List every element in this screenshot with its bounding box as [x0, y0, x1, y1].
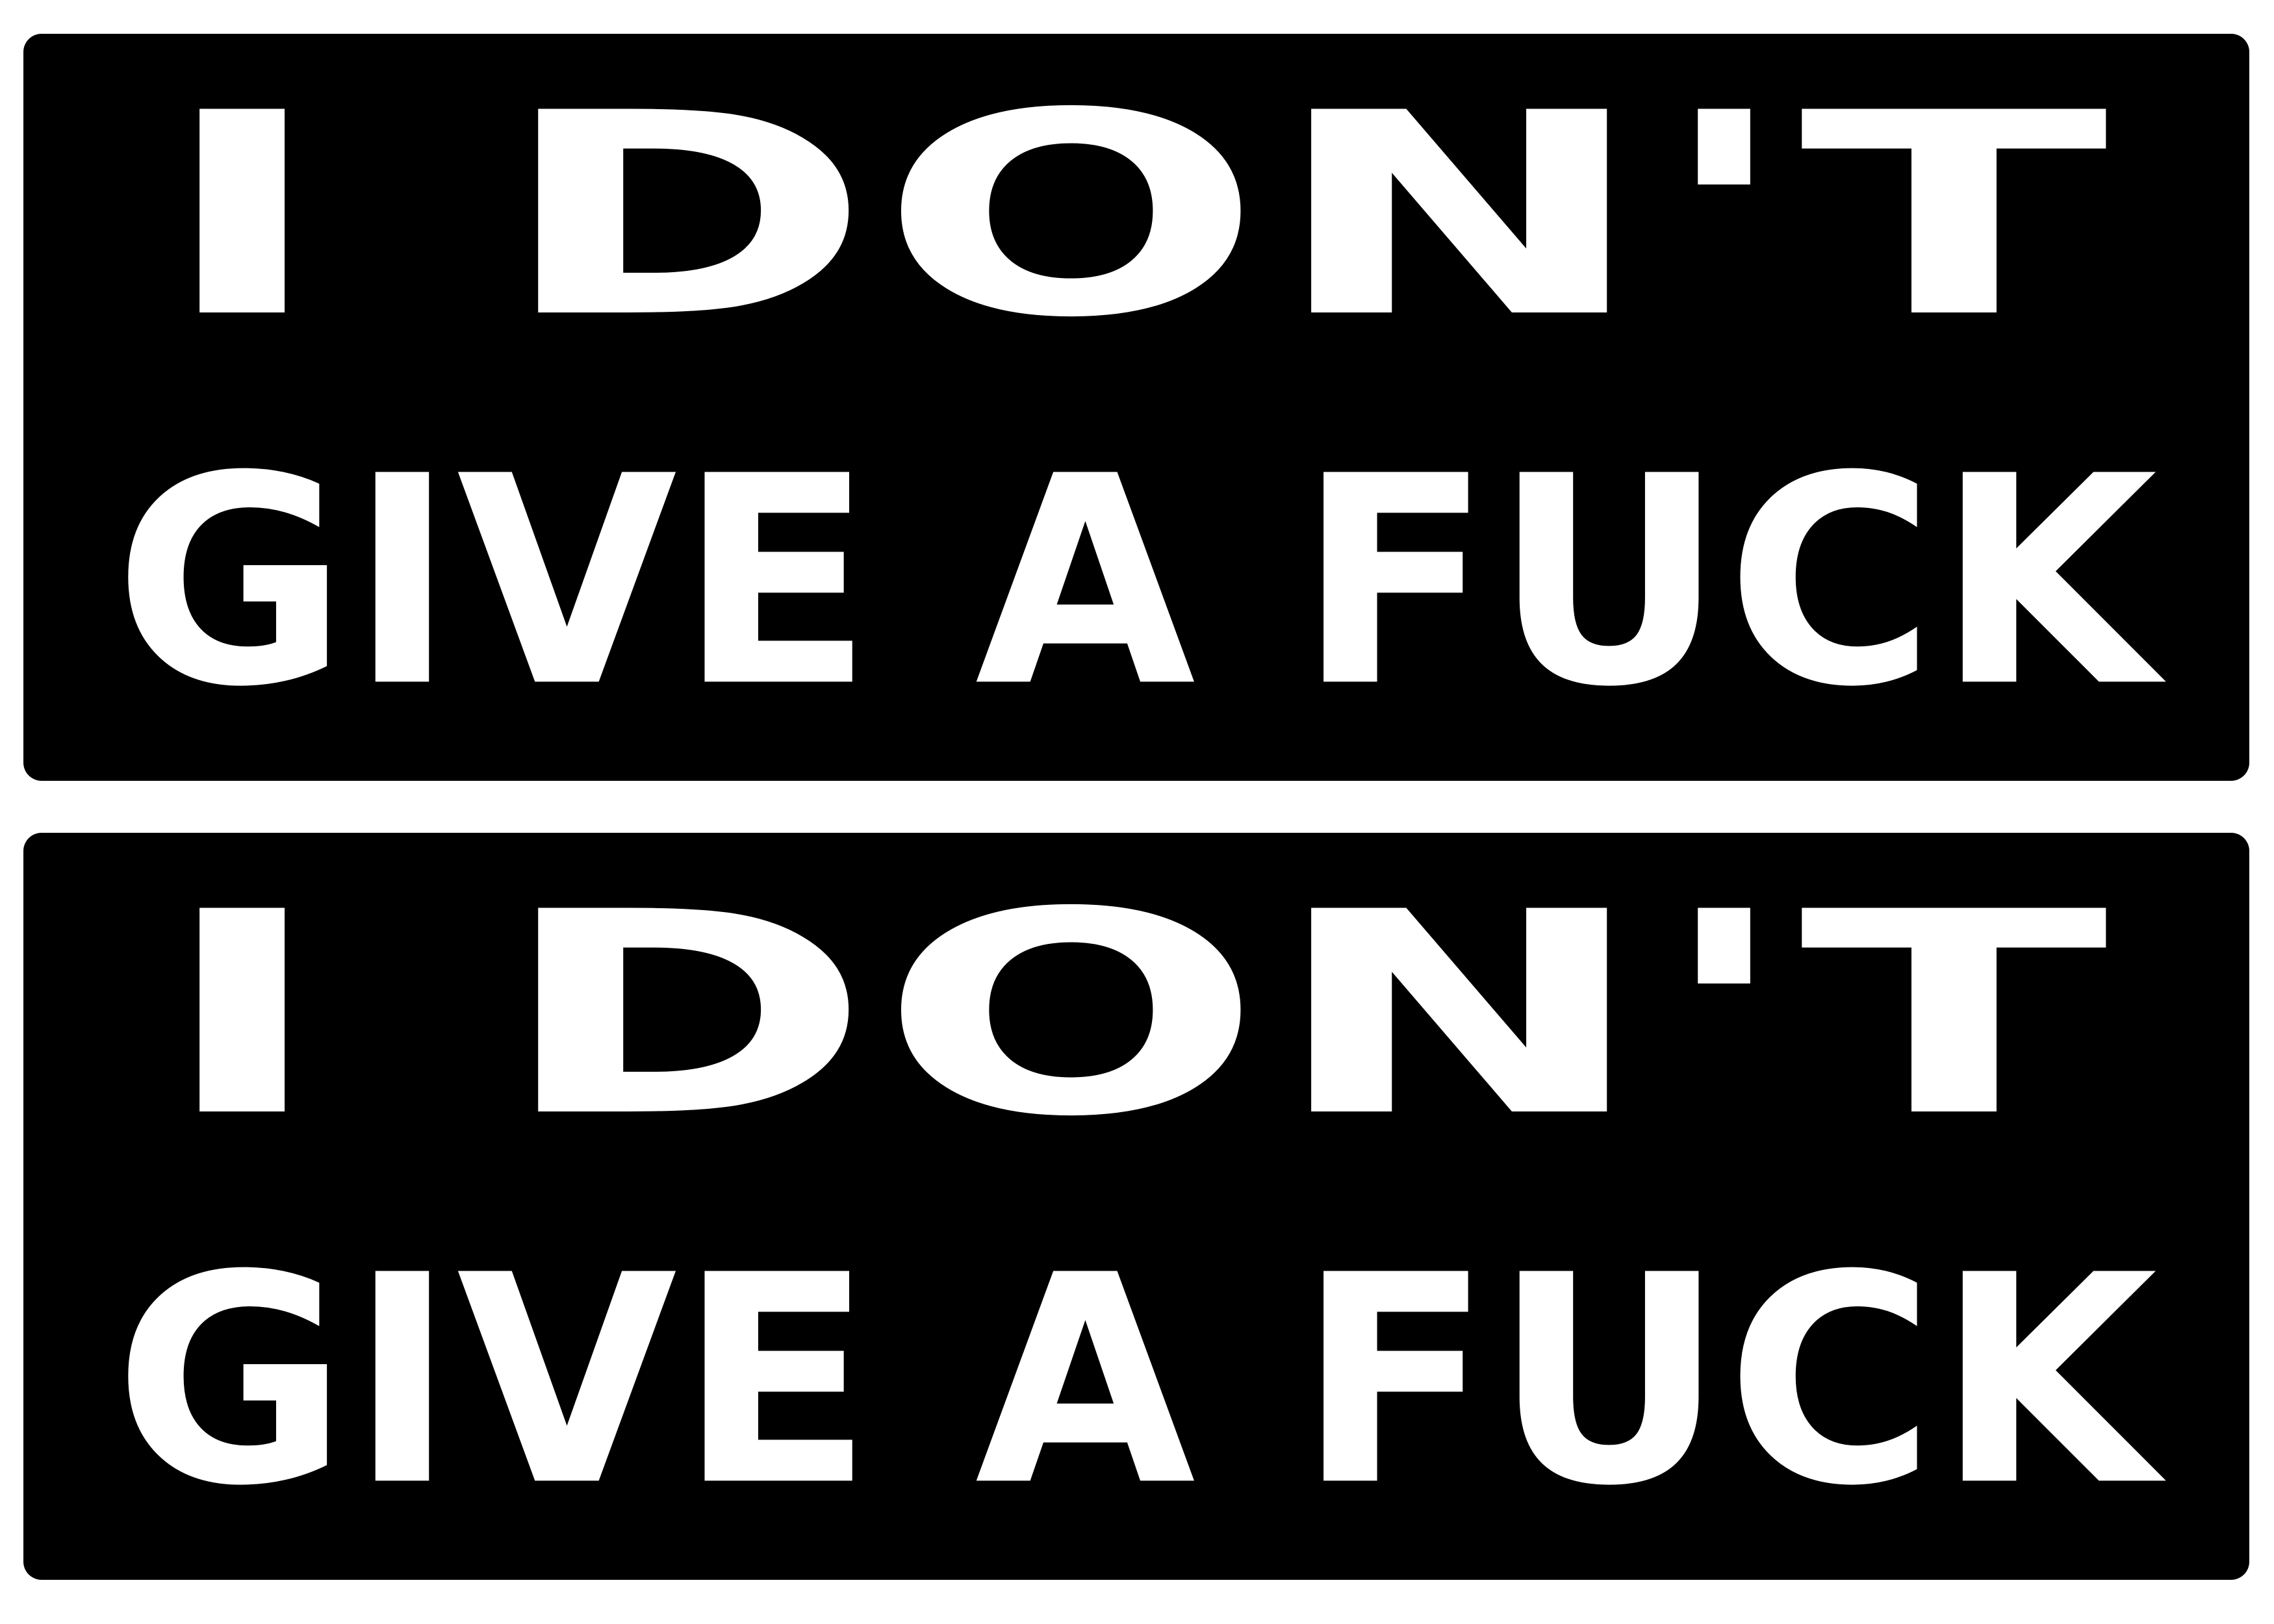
sticker-line-give-a-fuck: GIVE A FUCK — [114, 1214, 2159, 1549]
sticker-top — [23, 34, 2249, 781]
sticker-line-i-dont: I DON'T — [158, 853, 2115, 1178]
sticker-line-i-dont: I DON'T — [158, 54, 2115, 379]
sticker-bottom — [23, 833, 2249, 1580]
sticker-line-give-a-fuck: GIVE A FUCK — [114, 415, 2159, 750]
